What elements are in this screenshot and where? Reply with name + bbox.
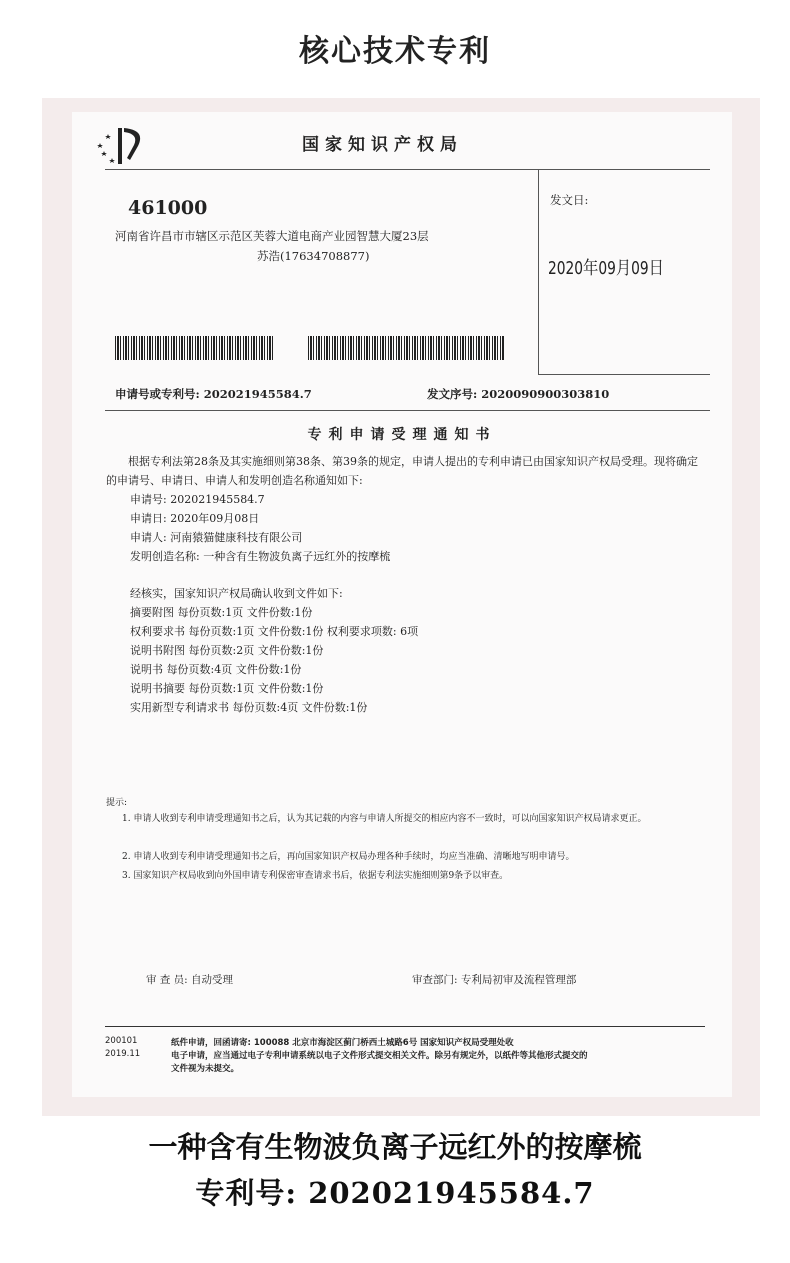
application-number-label: 申请号或专利号:	[115, 387, 200, 401]
header-divider	[538, 169, 539, 374]
footer-mail-line: 纸件申请，回函请寄: 100088 北京市海淀区蓟门桥西土城路6号 国家知识产权局受理处收	[171, 1038, 514, 1048]
product-name: 一种含有生物波负离子远红外的按摩梳	[148, 1130, 642, 1164]
form-code: 200101	[105, 1036, 138, 1046]
file-item: 实用新型专利请求书 每份页数:4页 文件份数:1份	[130, 701, 368, 714]
tips-label: 提示:	[106, 798, 128, 808]
examining-department: 审查部门: 专利局初审及流程管理部	[412, 974, 577, 986]
postcode: 461000	[128, 197, 208, 219]
file-item: 摘要附图 每份页数:1页 文件份数:1份	[130, 606, 313, 619]
field-filing-date: 申请日: 2020年09月08日	[130, 512, 260, 525]
footer-rule	[105, 1026, 705, 1027]
field-application-number: 申请号: 202021945584.7	[130, 493, 265, 506]
send-date-label: 发文日:	[550, 193, 589, 207]
application-number-row	[115, 386, 312, 402]
examiner: 审 查 员: 自动受理	[146, 974, 234, 986]
recipient-address: 河南省许昌市市辖区示范区芙蓉大道电商产业园智慧大厦23层	[115, 229, 429, 243]
office-name: 国家知识产权局	[302, 135, 463, 155]
document-serial-row	[427, 386, 609, 402]
files-intro: 经核实，国家知识产权局确认收到文件如下:	[130, 587, 343, 600]
notice-title: 专利申请受理通知书	[307, 427, 497, 443]
footer-electronic-line: 电子申请，应当通过电子专利申请系统以电子文件形式提交相关文件。除另有规定外，以纸件等其他形式提交的	[171, 1051, 588, 1061]
page-title: 核心技术专利	[299, 34, 491, 69]
header-rule	[105, 169, 710, 170]
date-box-rule	[538, 374, 710, 375]
barcode-left	[115, 336, 275, 360]
form-version: 2019.11	[105, 1049, 141, 1059]
tip-item: 2. 申请人收到专利申请受理通知书之后，再向国家知识产权局办理各种手续时，均应当准确、清晰地写明申请号。	[122, 852, 575, 862]
file-item: 说明书 每份页数:4页 文件份数:1份	[130, 663, 302, 676]
send-date-value: 2020年09月09日	[548, 258, 664, 279]
file-item: 权利要求书 每份页数:1页 文件份数:1份 权利要求项数: 6项	[130, 625, 419, 638]
numbers-rule	[105, 410, 710, 411]
barcode-right	[308, 336, 504, 360]
recipient-contact: 苏浩(17634708877)	[257, 249, 370, 263]
application-number-value: 202021945584.7	[203, 387, 312, 401]
patent-number: 专利号: 202021945584.7	[195, 1176, 595, 1210]
notice-intro: 根据专利法第28条及其实施细则第38条、第39条的规定，申请人提出的专利申请已由国家知识产权局受理。现将确定的申请号、申请日、申请人和发明创造名称通知如下:	[106, 455, 698, 487]
tip-item: 1. 申请人收到专利申请受理通知书之后，认为其记载的内容与申请人所提交的相应内容不一致时，可以向国家知识产权局请求更正。	[122, 814, 647, 824]
field-applicant: 申请人: 河南猿猫健康科技有限公司	[130, 531, 303, 544]
cnipa-logo-icon	[94, 122, 154, 166]
tip-item: 3. 国家知识产权局收到向外国申请专利保密审查请求书后，依据专利法实施细则第9条予以审查。	[122, 871, 509, 881]
footer-electronic-line-cont: 文件视为未提交。	[171, 1064, 240, 1074]
document-serial-label: 发文序号:	[427, 387, 478, 401]
patent-notice-document	[72, 112, 732, 1097]
document-serial-value: 2020090900303810	[481, 387, 610, 401]
field-invention-name: 发明创造名称: 一种含有生物波负离子远红外的按摩梳	[130, 550, 391, 563]
file-item: 说明书附图 每份页数:2页 文件份数:1份	[130, 644, 324, 657]
file-item: 说明书摘要 每份页数:1页 文件份数:1份	[130, 682, 324, 695]
